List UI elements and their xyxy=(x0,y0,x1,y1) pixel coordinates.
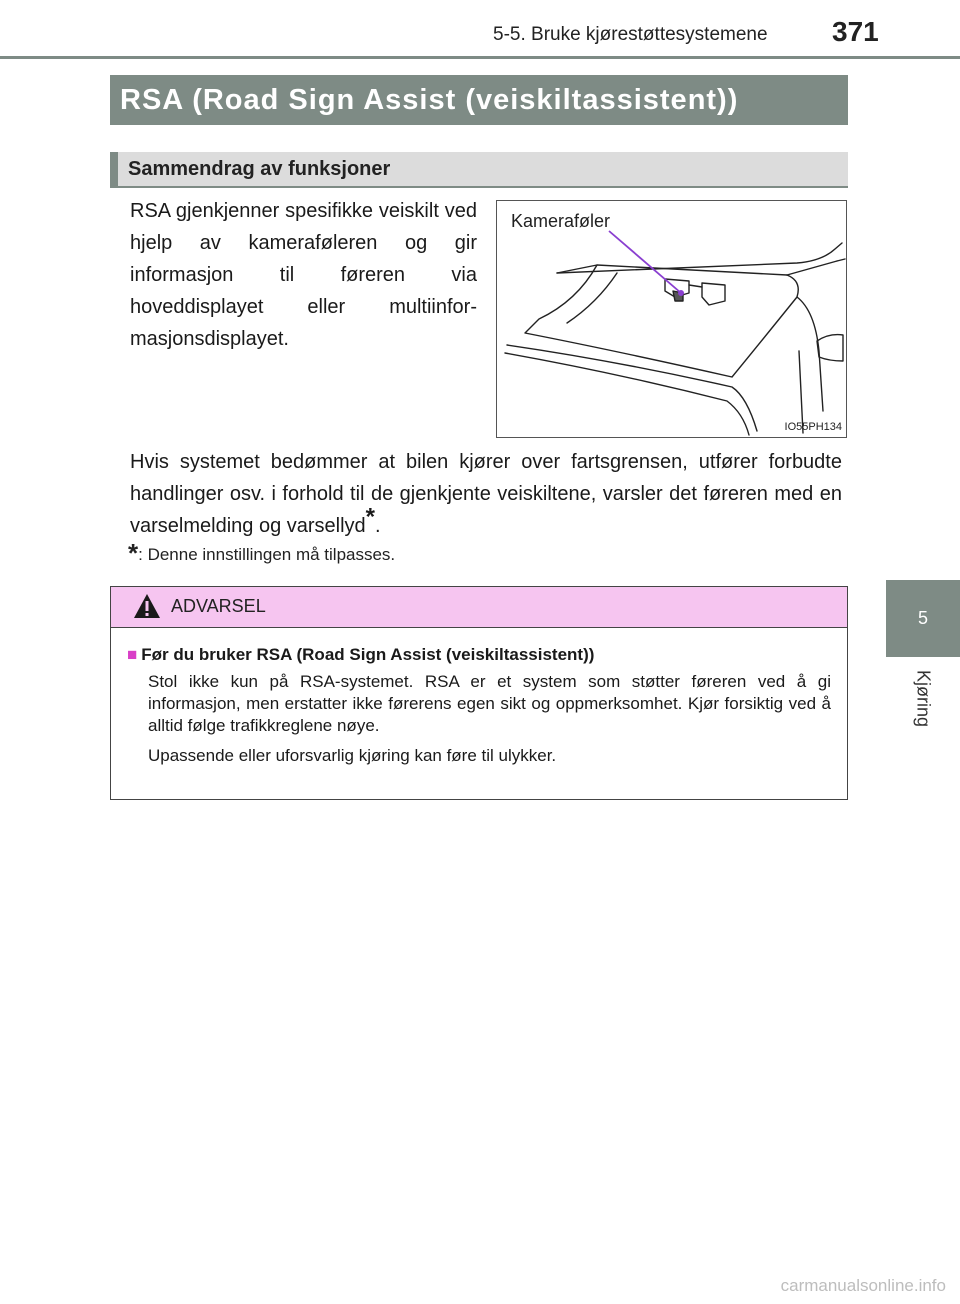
warning-title: ADVARSEL xyxy=(171,596,266,616)
footnote-star: * xyxy=(128,538,139,568)
header-section-title: 5-5. Bruke kjørestøttesystemene xyxy=(493,24,768,45)
warning-paragraph-1: Stol ikke kun på RSA-systemet. RSA er et system som støtter føreren ved å gi informasjon, men erstatter ikke førerens egen sikt og oppmerksomhet. Kjør forsiktig ved å alltid følge trafikkreglene nøye. xyxy=(148,672,831,735)
camera-figure xyxy=(496,200,847,438)
section-heading-accent xyxy=(110,152,118,186)
camera-callout-label: Kameraføler xyxy=(511,211,611,231)
page-title-text: RSA (Road Sign Assist (veiskiltassistent)) xyxy=(120,83,739,116)
chapter-number: 5 xyxy=(917,608,928,628)
warning-body xyxy=(127,645,831,775)
page-number: 371 xyxy=(832,16,879,47)
section-heading xyxy=(110,152,848,188)
body-paragraph xyxy=(130,446,842,542)
warning-heading xyxy=(127,645,831,665)
footnote-marker: * xyxy=(365,503,376,531)
chapter-label-text: Kjøring xyxy=(913,670,934,728)
warning-paragraph-2: Upassende eller uforsvarlig kjøring kan føre til ulykker. xyxy=(148,746,557,765)
windshield-illustration xyxy=(497,201,846,437)
warning-triangle-icon xyxy=(133,593,161,619)
warning-header xyxy=(111,587,847,628)
warning-box xyxy=(110,586,848,800)
warning-heading-text: Før du bruker RSA (Road Sign Assist (veiskiltassistent)) xyxy=(141,645,595,664)
watermark: carmanualsonline.info xyxy=(780,1276,946,1295)
page-title xyxy=(110,75,848,125)
figure-code: IO55PH134 xyxy=(784,421,842,433)
bullet-square-icon: ■ xyxy=(127,645,138,664)
chapter-tab xyxy=(886,580,960,657)
body-paragraph-text: Hvis systemet bedømmer at bilen kjører over fartsgrensen, utfører forbudte handlinger osv. i forhold til de gjenkjente veiskiltene, varsler det føreren med en varselmelding og varsellyd xyxy=(130,451,842,537)
footnote xyxy=(128,538,395,569)
intro-paragraph: RSA gjenkjenner spesifikke veiskilt ved hjelp av kamerafølеren og gir informasjon til føreren via hoveddisplayet eller multiinformasjonsdisplayet. xyxy=(130,200,477,350)
section-heading-text: Sammendrag av funksjoner xyxy=(128,158,391,180)
header-rule xyxy=(0,56,960,59)
chapter-label xyxy=(886,662,960,752)
body-paragraph-end: . xyxy=(375,515,381,537)
footnote-text: : Denne innstillingen må tilpasses. xyxy=(138,545,396,564)
